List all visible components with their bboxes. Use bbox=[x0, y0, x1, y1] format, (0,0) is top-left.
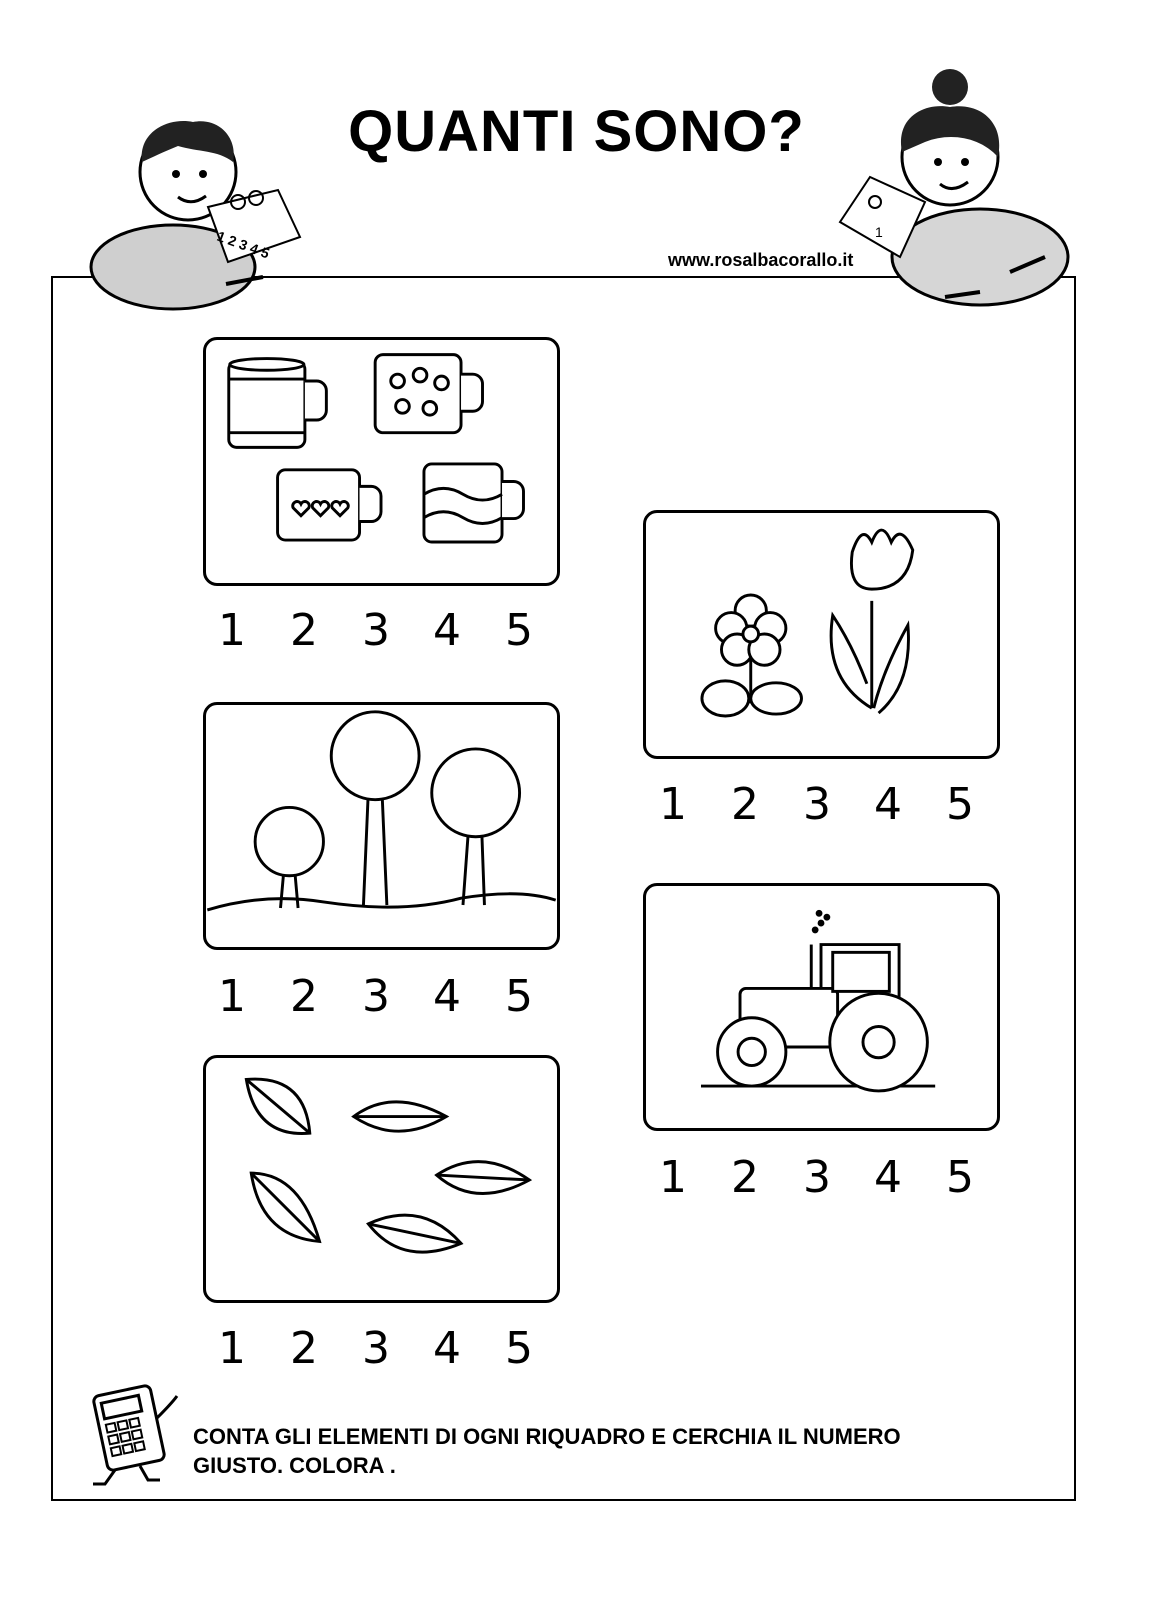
choice-4[interactable]: 4 bbox=[874, 1152, 902, 1203]
leaves-drawing bbox=[206, 1058, 557, 1300]
choice-3[interactable]: 3 bbox=[803, 779, 831, 830]
leaves-panel bbox=[203, 1055, 560, 1303]
page-title: QUANTI SONO? bbox=[348, 99, 805, 164]
choice-2[interactable]: 2 bbox=[290, 605, 318, 656]
choice-1[interactable]: 1 bbox=[218, 971, 246, 1022]
flowers-number-choices bbox=[653, 780, 993, 830]
trees-panel bbox=[203, 702, 560, 950]
paper-left-digits: 1 2 3 4 5 bbox=[214, 227, 272, 262]
choice-5[interactable]: 5 bbox=[946, 1152, 974, 1203]
choice-1[interactable]: 1 bbox=[218, 1323, 246, 1374]
choice-4[interactable]: 4 bbox=[874, 779, 902, 830]
choice-5[interactable]: 5 bbox=[505, 1323, 533, 1374]
instruction-text bbox=[193, 1422, 1013, 1480]
instruction-line-1: CONTA GLI ELEMENTI DI OGNI RIQUADRO E CERCHIA IL NUMERO bbox=[193, 1424, 901, 1449]
paper-right-digit: 1 bbox=[875, 224, 883, 240]
trees-number-choices bbox=[212, 972, 552, 1022]
choice-2[interactable]: 2 bbox=[290, 971, 318, 1022]
choice-1[interactable]: 1 bbox=[659, 1152, 687, 1203]
cups-drawing bbox=[206, 340, 557, 583]
trees-drawing bbox=[206, 705, 557, 947]
tractor-panel bbox=[643, 883, 1000, 1131]
flowers-panel bbox=[643, 510, 1000, 759]
cups-panel bbox=[203, 337, 560, 586]
choice-3[interactable]: 3 bbox=[362, 971, 390, 1022]
choice-5[interactable]: 5 bbox=[505, 605, 533, 656]
choice-4[interactable]: 4 bbox=[433, 605, 461, 656]
cups-number-choices bbox=[212, 606, 552, 656]
choice-1[interactable]: 1 bbox=[218, 605, 246, 656]
choice-3[interactable]: 3 bbox=[362, 605, 390, 656]
choice-3[interactable]: 3 bbox=[803, 1152, 831, 1203]
calculator-mascot-illustration bbox=[85, 1378, 195, 1488]
choice-3[interactable]: 3 bbox=[362, 1323, 390, 1374]
choice-5[interactable]: 5 bbox=[946, 779, 974, 830]
tractor-number-choices bbox=[653, 1153, 993, 1203]
choice-2[interactable]: 2 bbox=[290, 1323, 318, 1374]
choice-5[interactable]: 5 bbox=[505, 971, 533, 1022]
choice-4[interactable]: 4 bbox=[433, 971, 461, 1022]
choice-4[interactable]: 4 bbox=[433, 1323, 461, 1374]
instruction-line-2: GIUSTO. COLORA . bbox=[193, 1453, 396, 1478]
leaves-number-choices bbox=[212, 1324, 552, 1374]
flowers-drawing bbox=[646, 513, 997, 756]
choice-2[interactable]: 2 bbox=[731, 1152, 759, 1203]
choice-1[interactable]: 1 bbox=[659, 779, 687, 830]
website-url: www.rosalbacorallo.it bbox=[668, 250, 854, 270]
choice-2[interactable]: 2 bbox=[731, 779, 759, 830]
girl-with-paper-illustration bbox=[830, 62, 1080, 312]
boy-with-paper-illustration bbox=[78, 112, 308, 312]
tractor-drawing bbox=[646, 886, 997, 1128]
